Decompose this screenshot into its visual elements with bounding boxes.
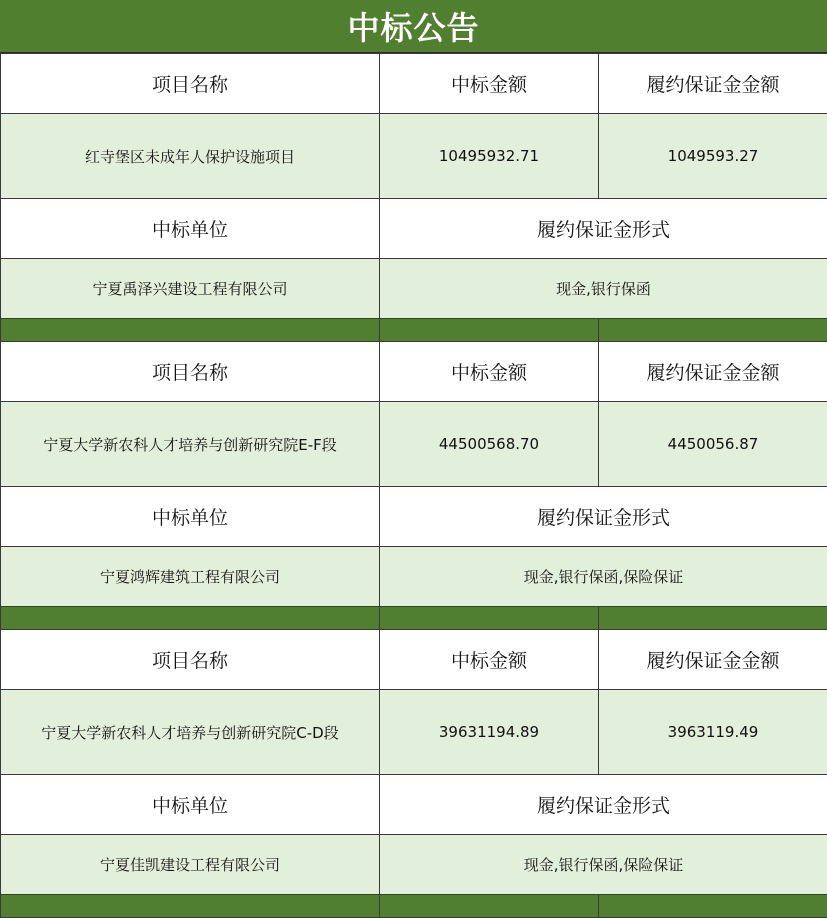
- separator-row: [1, 895, 827, 918]
- header-row: [1, 487, 827, 547]
- bond-amount-cell: 3963119.49: [599, 690, 827, 775]
- value-row: [1, 835, 827, 895]
- project-name-cell: 红寺堡区未成年人保护设施项目: [1, 114, 380, 199]
- header-row: [1, 775, 827, 835]
- bond-amount-header: 履约保证金金额: [599, 630, 827, 690]
- bond-form-cell: 现金,银行保函,保险保证: [380, 547, 827, 607]
- bond-amount-header: 履约保证金金额: [599, 342, 827, 402]
- separator-row: [1, 607, 827, 630]
- bond-form-header: 履约保证金形式: [380, 199, 827, 259]
- value-row: [1, 547, 827, 607]
- bond-amount-header: 履约保证金金额: [599, 54, 827, 114]
- value-row: [1, 259, 827, 319]
- separator-row: [1, 319, 827, 342]
- header-row: [1, 54, 827, 114]
- separator-cell: [599, 895, 827, 918]
- separator-cell: [1, 319, 380, 342]
- project-name-header: 项目名称: [1, 54, 380, 114]
- winner-header: 中标单位: [1, 487, 380, 547]
- value-row: [1, 402, 827, 487]
- separator-cell: [1, 895, 380, 918]
- page-title: 中标公告: [0, 0, 827, 53]
- bid-amount-cell: 44500568.70: [380, 402, 599, 487]
- bid-amount-cell: 39631194.89: [380, 690, 599, 775]
- bid-amount-header: 中标金额: [380, 630, 599, 690]
- winner-cell: 宁夏鸿辉建筑工程有限公司: [1, 547, 380, 607]
- project-name-header: 项目名称: [1, 630, 380, 690]
- header-row: [1, 630, 827, 690]
- separator-cell: [380, 607, 599, 630]
- separator-cell: [380, 319, 599, 342]
- header-row: [1, 342, 827, 402]
- bond-form-cell: 现金,银行保函,保险保证: [380, 835, 827, 895]
- project-name-cell: 宁夏大学新农科人才培养与创新研究院C-D段: [1, 690, 380, 775]
- winner-cell: 宁夏禹泽兴建设工程有限公司: [1, 259, 380, 319]
- separator-cell: [1, 607, 380, 630]
- bond-amount-cell: 4450056.87: [599, 402, 827, 487]
- project-name-cell: 宁夏大学新农科人才培养与创新研究院E-F段: [1, 402, 380, 487]
- value-row: [1, 114, 827, 199]
- separator-cell: [599, 319, 827, 342]
- bid-table: [0, 53, 827, 918]
- bond-form-header: 履约保证金形式: [380, 775, 827, 835]
- bid-amount-cell: 10495932.71: [380, 114, 599, 199]
- project-name-header: 项目名称: [1, 342, 380, 402]
- value-row: [1, 690, 827, 775]
- bond-amount-cell: 1049593.27: [599, 114, 827, 199]
- winner-cell: 宁夏佳凯建设工程有限公司: [1, 835, 380, 895]
- bond-form-header: 履约保证金形式: [380, 487, 827, 547]
- separator-cell: [599, 607, 827, 630]
- header-row: [1, 199, 827, 259]
- separator-cell: [380, 895, 599, 918]
- bid-amount-header: 中标金额: [380, 342, 599, 402]
- winner-header: 中标单位: [1, 199, 380, 259]
- bond-form-cell: 现金,银行保函: [380, 259, 827, 319]
- winner-header: 中标单位: [1, 775, 380, 835]
- bid-amount-header: 中标金额: [380, 54, 599, 114]
